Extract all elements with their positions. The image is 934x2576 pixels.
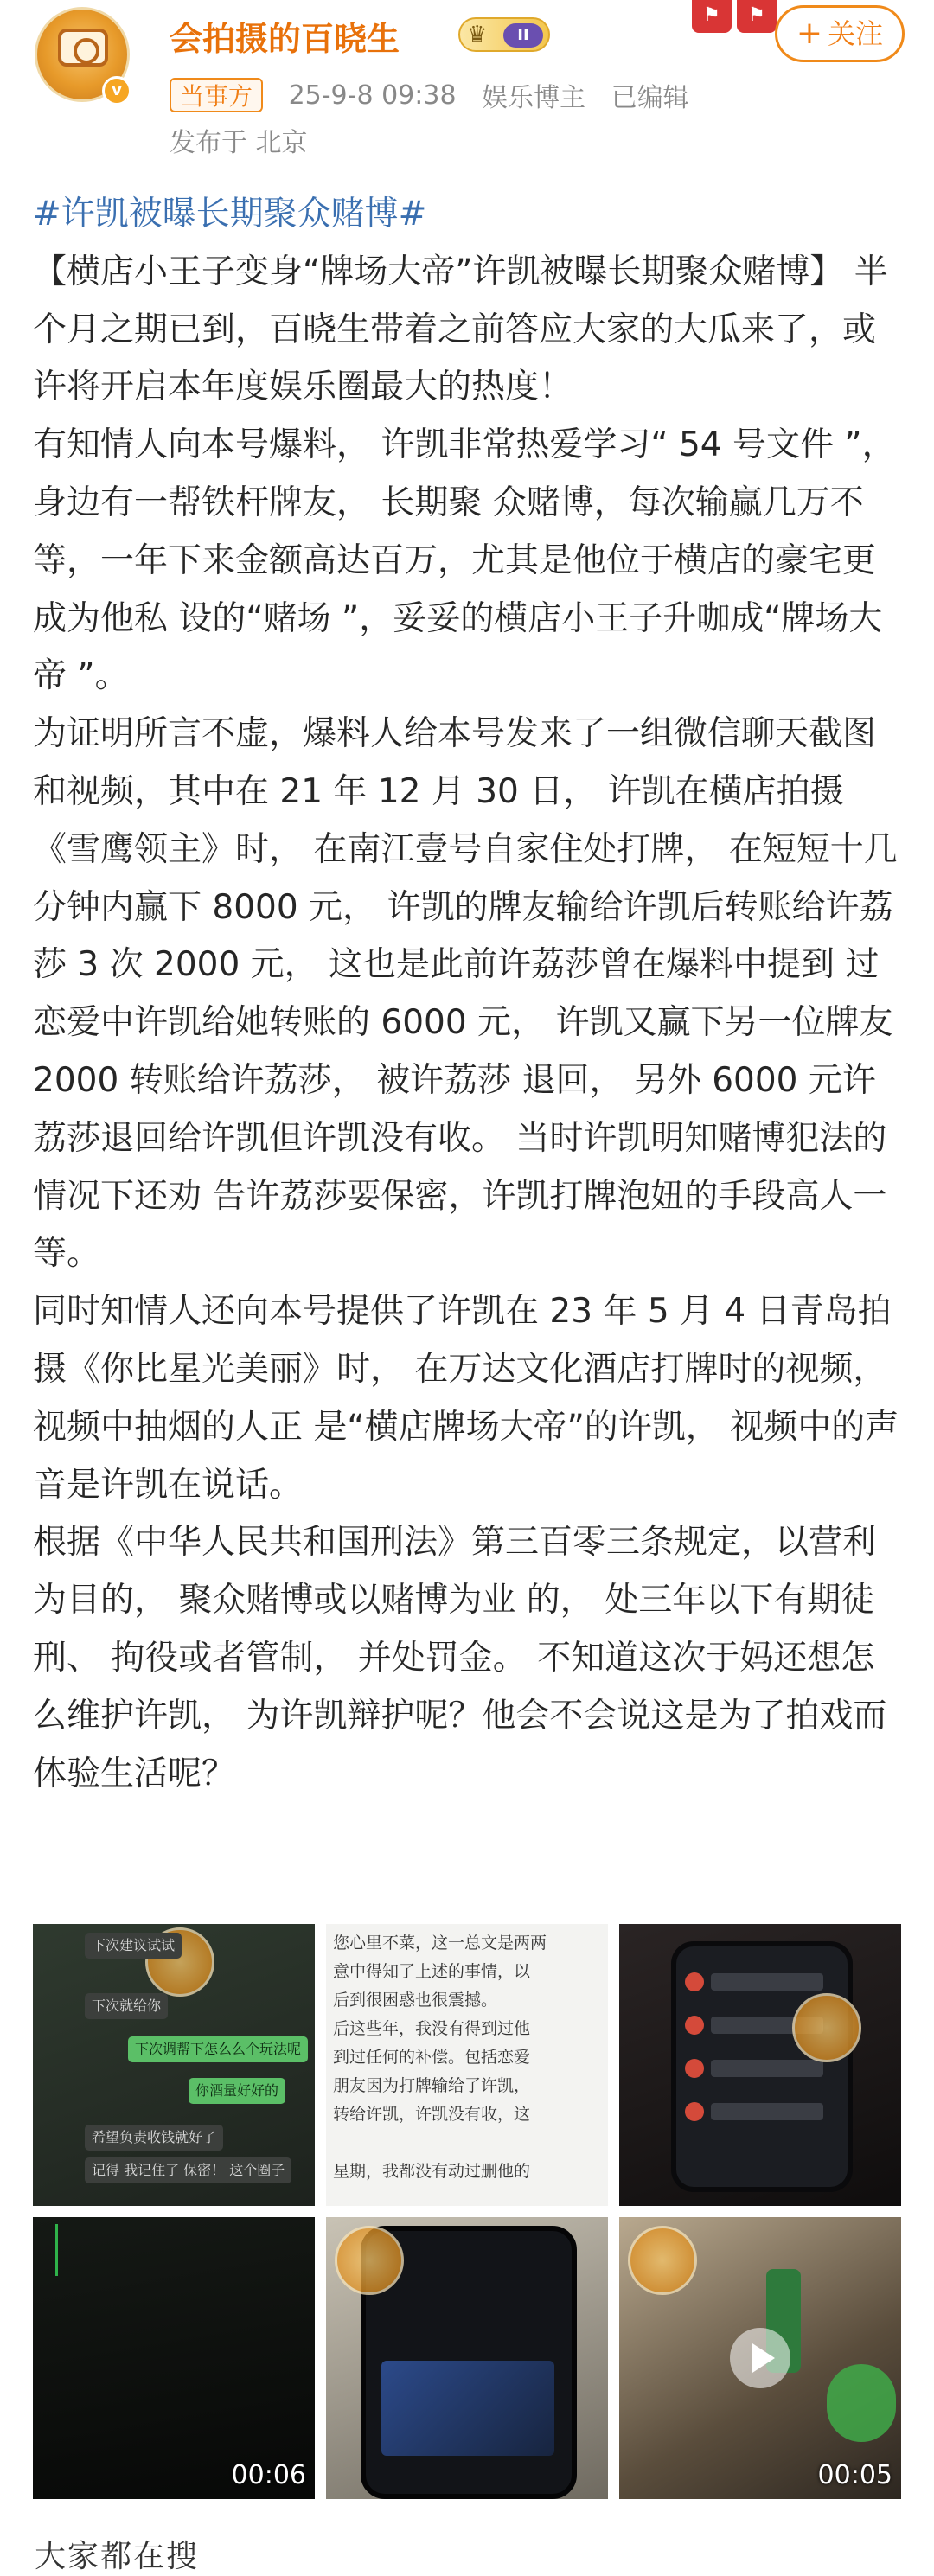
chat-bubble: 下次就给你 <box>85 1993 168 2019</box>
level-label: II <box>503 23 543 48</box>
list-row <box>711 2103 823 2120</box>
doc-line: 转给许凯，许凯没有收，这 <box>333 2105 531 2124</box>
doc-line: 星期，我都没有动过删他的 <box>333 2162 531 2181</box>
doc-line <box>333 2129 601 2157</box>
location: 发布于 北京 <box>170 128 308 158</box>
watermark-logo-icon <box>628 2226 697 2295</box>
search-section-title: 大家都在搜 <box>35 2539 200 2574</box>
edited-label: 已编辑 <box>611 83 689 113</box>
post-header <box>0 0 934 160</box>
phone-screen <box>671 1941 853 2192</box>
sticker <box>827 2364 896 2442</box>
media-grid <box>33 1924 901 2505</box>
verified-badge-icon: v <box>102 76 131 105</box>
chat-bubble: 你酒量好好的 <box>189 2078 285 2104</box>
level-badge[interactable] <box>458 17 550 52</box>
video-thumbnail[interactable] <box>33 2217 315 2499</box>
video-duration: 00:05 <box>817 2460 892 2490</box>
list-row <box>711 2060 823 2077</box>
doc-line: 意中得知了上述的事情，以 <box>333 1962 531 1981</box>
image-thumbnail[interactable] <box>619 1924 901 2206</box>
document-text <box>333 1929 601 2186</box>
chat-bubble: 记得 我记住了 保密！ 这个圈子 <box>85 2157 291 2183</box>
crown-icon: ♛ <box>467 22 488 48</box>
image-thumbnail[interactable] <box>326 2217 608 2499</box>
hashtag-link[interactable]: #许凯被曝长期聚众赌博# <box>33 195 427 233</box>
meta-row <box>170 76 689 118</box>
category: 娱乐博主 <box>482 83 586 113</box>
doc-line: 后这些年，我没有得到过他 <box>333 2019 531 2038</box>
chat-bubble: 希望负责收钱就好了 <box>85 2125 223 2151</box>
paragraph: 同时知情人还向本号提供了许凯在 23 年 5 月 4 日青岛拍摄《你比星光美丽》时， 在万达文化酒店打牌时的视频， 视频中抽烟的人正 是“横店牌场大帝”的许凯， 视频中的声音是许凯在说话。 <box>33 1292 899 1505</box>
doc-line: 到过任何的补偿。包括恋爱 <box>333 2048 531 2067</box>
chat-bubble: 下次建议试试 <box>85 1933 182 1959</box>
timestamp: 25-9-8 09:38 <box>288 80 457 111</box>
video-duration: 00:06 <box>231 2460 306 2490</box>
follow-label: 关注 <box>828 17 884 50</box>
avatar-dot-icon <box>685 2102 704 2121</box>
cursor-line <box>55 2224 58 2276</box>
plus-icon: + <box>796 16 823 51</box>
flag-icon: ⚑ <box>692 0 732 33</box>
avatar-dot-icon <box>685 1972 704 1991</box>
image-thumbnail[interactable] <box>326 1924 608 2206</box>
camera-logo-icon <box>58 29 108 67</box>
paragraph: 为证明所言不虚，爆料人给本号发来了一组微信聊天截图和视频，其中在 21 年 12 月 30 日， 许凯在横店拍摄《雪鹰领主》时， 在南江壹号自家住处打牌， 在短短十几分钟内赢下 8000 元， 许凯的牌友输给许凯后转账给许荔莎 3 次 2000 元， 这也是此前许荔莎曾在爆料中提到 过恋爱中许凯给她转账的 6000 元， 许凯又赢下另一位牌友 2000 转账给许荔莎， 被许荔莎 退回， 另外 6000 元许荔莎退回给许凯但许凯没有收。 当时许凯明知赌博犯法的情况下还劝 告许荔莎要保密，许凯打牌泡妞的手段高人一等。 <box>33 714 898 1274</box>
avatar-dot-icon <box>685 2059 704 2078</box>
follow-button[interactable] <box>775 5 905 62</box>
image-thumbnail[interactable] <box>33 1924 315 2206</box>
doc-line: 后到很困惑也很震撼。 <box>333 1991 498 2010</box>
paragraph: 【横店小王子变身“牌场大帝”许凯被曝长期聚众赌博】 半个月之期已到，百晓生带着之前答应大家的大瓜来了，或许将开启本年度娱乐圈最大的热度！ <box>33 252 888 407</box>
avatar-dot-icon <box>685 2016 704 2035</box>
decoration-flags <box>692 0 787 35</box>
event-tag[interactable]: 当事方 <box>170 78 263 112</box>
chat-bubble: 下次调帮下怎么么个玩法呢 <box>128 2036 308 2062</box>
post-content <box>33 186 908 1803</box>
video-thumbnail[interactable] <box>619 2217 901 2499</box>
watermark-logo-icon <box>335 2226 404 2295</box>
doc-line: 朋友因为打牌输给了许凯， <box>333 2076 531 2095</box>
flag-icon: ⚑ <box>737 0 777 33</box>
play-icon[interactable] <box>730 2328 790 2388</box>
paragraph: 有知情人向本号爆料， 许凯非常热爱学习“ 54 号文件 ”， 身边有一帮铁杆牌友， 长期聚 众赌博，每次输赢几万不等，一年下来金额高达百万，尤其是他位于横店的豪宅更成为他私 设的“赌场 ”，妥妥的横店小王子升咖成“牌场大帝 ”。 <box>33 425 896 696</box>
video-preview <box>381 2361 554 2456</box>
paragraph: 根据《中华人民共和国刑法》第三百零三条规定，以营利为目的， 聚众赌博或以赌博为业 的， 处三年以下有期徒刑、 拘役或者管制， 并处罚金。 不知道这次于妈还想怎么维护许凯， 为许凯辩护呢？他会不会说这是为了拍戏而体验生活呢？ <box>33 1523 887 1793</box>
username[interactable]: 会拍摄的百晓生 <box>170 20 400 58</box>
watermark-logo-icon <box>792 1993 861 2062</box>
doc-line: 您心里不菜，这一总文是两两 <box>333 1934 547 1953</box>
list-row <box>711 1973 823 1991</box>
